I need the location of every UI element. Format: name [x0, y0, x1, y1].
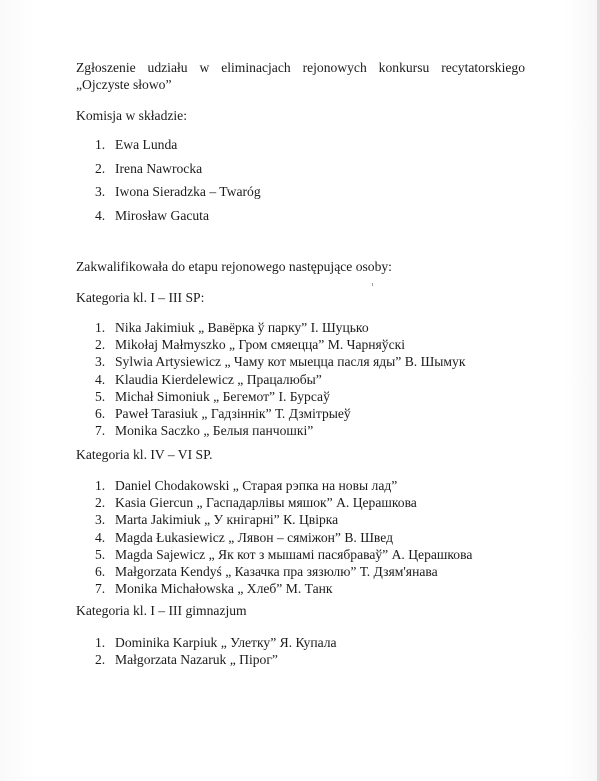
list-number: 4.: [95, 207, 106, 223]
list-item: [95, 371, 465, 388]
entry-text: Kasia Giercun „ Гаспадарлівы мяшок” А. Церашкова: [115, 495, 417, 511]
list-item: [95, 529, 472, 546]
list-item: [95, 563, 472, 580]
list-item: [95, 336, 465, 353]
list-number: 6.: [95, 563, 106, 579]
qualified-heading: Zakwalifikowała do etapu rejonowego następujące osoby:: [76, 259, 392, 274]
list-item: [95, 477, 472, 494]
list-item: [95, 353, 465, 370]
submission-title: [76, 59, 525, 93]
list-number: 2.: [95, 495, 106, 511]
submission-title-line1: Zgłoszenie udziału w eliminacjach rejonowych konkursu recytatorskiego: [76, 60, 525, 75]
list-item: [95, 651, 337, 668]
list-number: 1.: [95, 478, 106, 493]
list-number: 6.: [95, 405, 106, 421]
committee-heading: Komisja w składzie:: [76, 108, 187, 123]
committee-list: [95, 136, 261, 230]
list-number: 7.: [95, 581, 106, 597]
list-item: [95, 546, 472, 563]
entry-text: Marta Jakimiuk „ У кнігарні” К. Цвірка: [115, 512, 339, 528]
entry-text: Monika Saczko „ Белыя панчошкі”: [115, 423, 314, 439]
list-item: [95, 422, 465, 439]
entry-text: Sylwia Artysiewicz „ Чаму кот мыецца пасля яды” В. Шымук: [115, 354, 466, 370]
category-heading: Kategoria kl. I – III gimnazjum: [76, 603, 247, 618]
entry-text: Monika Michałowska „ Хлеб” М. Танк: [115, 581, 333, 597]
entry-text: Daniel Chodakowski „ Старая рэпка на новы лад”: [115, 478, 398, 493]
list-number: 2.: [95, 337, 106, 353]
list-item: [95, 405, 465, 422]
list-number: 3.: [95, 354, 106, 370]
list-number: 4.: [95, 529, 106, 545]
entry-text: Dominika Karpiuk „ Улетку” Я. Купала: [115, 635, 337, 650]
list-number: 1.: [95, 635, 106, 650]
entry-text: Mikołaj Małmyszko „ Гром смяецца” М. Чарняўскі: [115, 337, 406, 353]
category-heading: Kategoria kl. I – III SP:: [76, 290, 205, 305]
category-entry-list: [95, 319, 465, 439]
entry-text: Paweł Tarasiuk „ Гадзіннік” Т. Дзмітрыеў: [115, 405, 351, 421]
entry-text: Klaudia Kierdelewicz „ Працалюбы”: [115, 371, 322, 387]
committee-member: [95, 207, 261, 231]
list-number: 7.: [95, 423, 106, 439]
list-item: [95, 511, 472, 528]
list-number: 2.: [95, 160, 106, 176]
committee-member: [95, 183, 261, 207]
member-name: Irena Nawrocka: [115, 160, 203, 176]
entry-text: Małgorzata Kendyś „ Казачка пра зязюлю” Т. Дзям'янава: [115, 563, 438, 579]
entry-text: Małgorzata Nazaruk „ Пірог”: [115, 652, 278, 668]
list-number: 5.: [95, 388, 106, 404]
entry-text: Magda Łukasiewicz „ Лявон – сяміжон” В. Швед: [115, 529, 394, 545]
list-number: 4.: [95, 371, 106, 387]
entry-text: Michał Simoniuk „ Бегемот” І. Бурсаў: [115, 388, 330, 404]
member-name: Iwona Sieradzka – Twaróg: [115, 184, 261, 199]
list-number: 1.: [95, 137, 106, 152]
list-number: 1.: [95, 320, 106, 335]
list-item: [95, 388, 465, 405]
list-item: [95, 319, 465, 336]
submission-title-line2: „Ojczyste słowo”: [76, 77, 172, 92]
list-number: 2.: [95, 652, 106, 668]
scan-speck: [372, 283, 373, 286]
member-name: Ewa Lunda: [115, 137, 178, 152]
list-number: 3.: [95, 184, 106, 199]
entry-text: Magda Sajewicz „ Як кот з мышамі пасябраваў” А. Церашкова: [115, 546, 473, 562]
list-item: [95, 634, 337, 651]
list-item: [95, 494, 472, 511]
list-number: 3.: [95, 512, 106, 528]
entry-text: Nika Jakimiuk „ Вавёрка ў парку” І. Шуцько: [115, 320, 369, 335]
committee-member: [95, 160, 261, 184]
committee-member: [95, 136, 261, 160]
category-entry-list: [95, 634, 337, 668]
list-number: 5.: [95, 546, 106, 562]
list-item: [95, 580, 472, 597]
member-name: Mirosław Gacuta: [115, 207, 209, 223]
category-entry-list: [95, 477, 472, 597]
category-heading: Kategoria kl. IV – VI SP.: [76, 447, 213, 462]
